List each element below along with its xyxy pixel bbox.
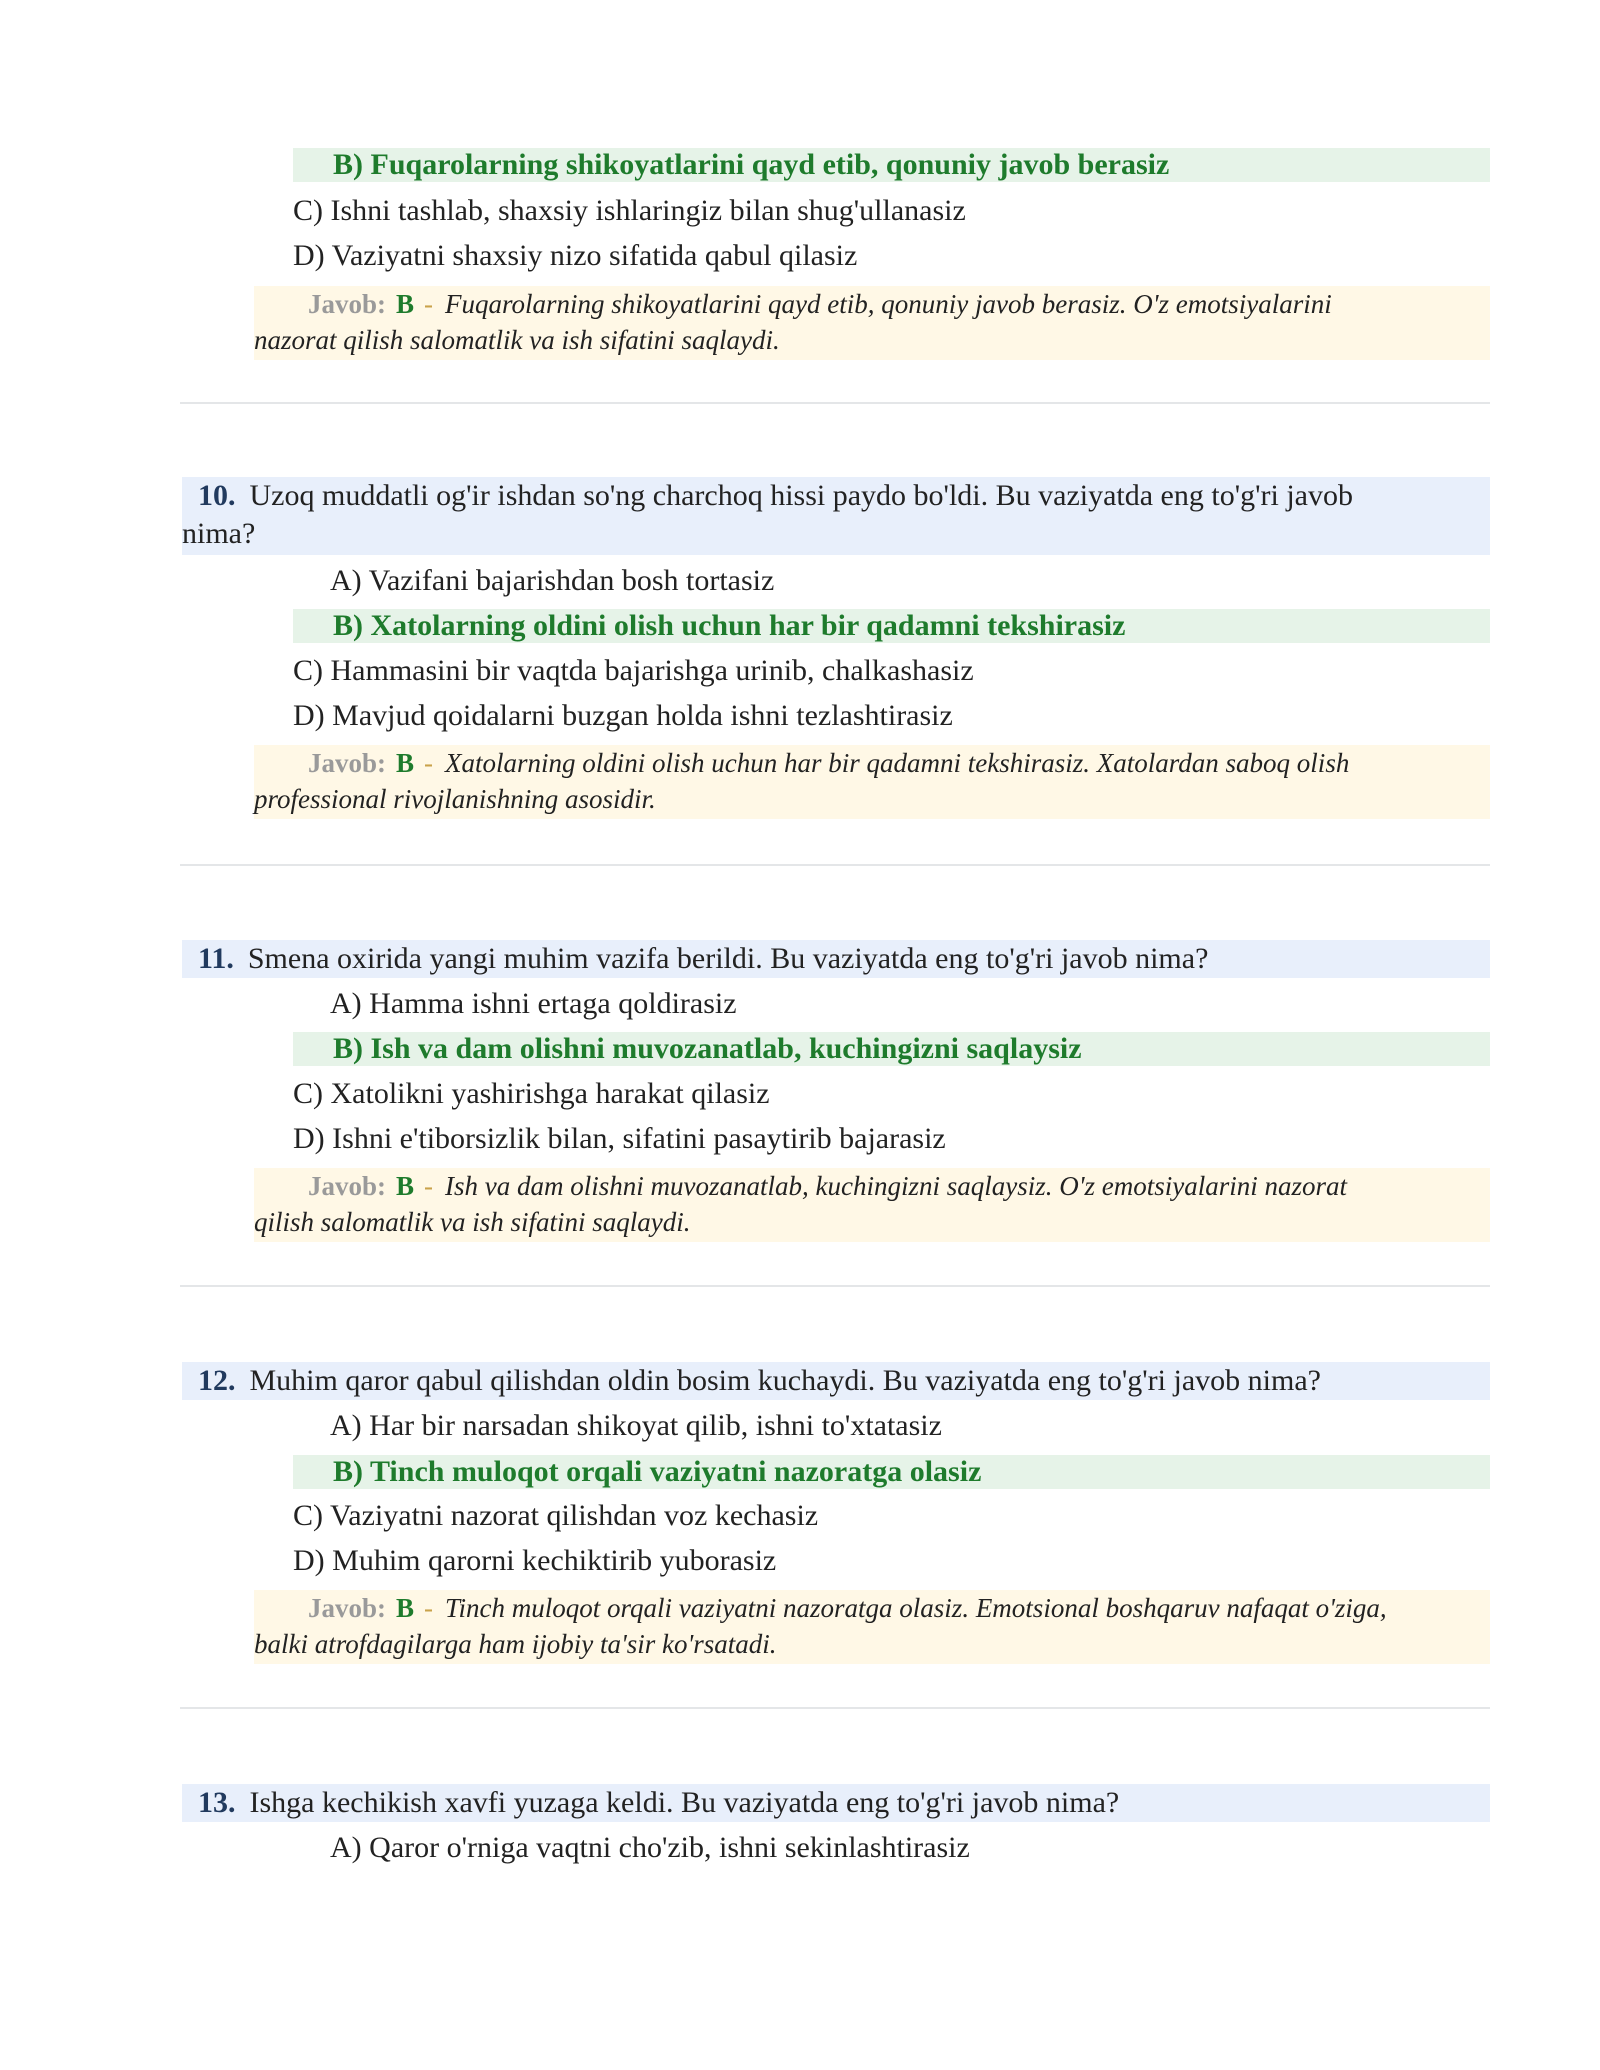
option-a[interactable]: A) Har bir narsadan shikoyat qilib, ishni to'xtatasiz [330,1409,942,1442]
question-text: Ishga kechikish xavfi yuzaga keldi. Bu vaziyatda eng to'g'ri javob nima? [249,1786,1120,1819]
answer-explanation-cont: professional rivojlanishning asosidir. [254,784,656,814]
divider [180,864,1490,866]
option-c[interactable]: C) Vaziyatni nazorat qilishdan voz kechasiz [293,1499,819,1532]
answer-dash: - [424,1593,434,1623]
divider [180,1285,1490,1287]
answer-explanation: Fuqarolarning shikoyatlarini qayd etib, qonuniy javob berasiz. O'z emotsiyalarini [445,289,1332,319]
option-d[interactable]: D) Mavjud qoidalarni buzgan holda ishni tezlashtirasiz [293,699,953,732]
option-c[interactable]: C) Xatolikni yashirishga harakat qilasiz [293,1077,770,1110]
option-d[interactable]: D) Muhim qarorni kechiktirib yuborasiz [293,1544,777,1577]
question-number: 13. [198,1786,236,1819]
question-heading [182,940,1490,978]
answer-letter: B [396,1593,415,1623]
question-number: 12. [198,1364,236,1397]
option-b-correct[interactable]: B) Tinch muloqot orqali vaziyatni nazoratga olasiz [293,1455,1490,1489]
option-a[interactable]: A) Qaror o'rniga vaqtni cho'zib, ishni sekinlashtirasiz [330,1831,970,1864]
divider [180,402,1490,404]
option-c[interactable]: C) Hammasini bir vaqtda bajarishga urinib, chalkashasiz [293,654,974,687]
option-a[interactable]: A) Hamma ishni ertaga qoldirasiz [330,987,737,1020]
divider [180,1707,1490,1709]
question-text: Muhim qaror qabul qilishdan oldin bosim kuchaydi. Bu vaziyatda eng to'g'ri javob nima? [249,1364,1321,1397]
question-number: 11. [198,942,234,975]
question-heading [182,477,1490,555]
answer-letter: B [396,748,415,778]
answer-label: Javob: [308,1593,387,1623]
answer-box [254,745,1490,819]
answer-explanation-cont: qilish salomatlik va ish sifatini saqlaydi. [254,1207,691,1237]
option-b-correct[interactable]: B) Ish va dam olishni muvozanatlab, kuchingizni saqlaysiz [293,1032,1490,1066]
question-text: Uzoq muddatli og'ir ishdan so'ng charchoq hissi paydo bo'ldi. Bu vaziyatda eng to'g'ri javob [249,479,1353,512]
answer-letter: B [396,289,415,319]
question-heading [182,1362,1490,1400]
answer-letter: B [396,1171,415,1201]
answer-explanation: Xatolarning oldini olish uchun har bir qadamni tekshirasiz. Xatolardan saboq olish [445,748,1350,778]
answer-box [254,1590,1490,1664]
answer-box [254,1168,1490,1242]
answer-box [254,286,1490,360]
question-text: Smena oxirida yangi muhim vazifa berildi. Bu vaziyatda eng to'g'ri javob nima? [247,942,1209,975]
option-d[interactable]: D) Ishni e'tiborsizlik bilan, sifatini pasaytirib bajarasiz [293,1122,946,1155]
answer-explanation-cont: nazorat qilish salomatlik va ish sifatini saqlaydi. [254,325,780,355]
answer-dash: - [424,1171,434,1201]
option-c[interactable]: C) Ishni tashlab, shaxsiy ishlaringiz bilan shug'ullanasiz [293,194,966,227]
answer-explanation: Ish va dam olishni muvozanatlab, kuchingizni saqlaysiz. O'z emotsiyalarini nazorat [445,1171,1348,1201]
option-d[interactable]: D) Vaziyatni shaxsiy nizo sifatida qabul qilasiz [293,239,858,272]
answer-dash: - [424,289,434,319]
question-heading [182,1784,1490,1822]
option-b-correct[interactable]: B) Fuqarolarning shikoyatlarini qayd etib, qonuniy javob berasiz [293,148,1490,182]
answer-label: Javob: [308,748,387,778]
option-a[interactable]: A) Vazifani bajarishdan bosh tortasiz [330,564,775,597]
question-number: 10. [198,479,236,512]
question-text-cont: nima? [182,517,256,550]
answer-label: Javob: [308,1171,387,1201]
option-b-correct[interactable]: B) Xatolarning oldini olish uchun har bir qadamni tekshirasiz [293,609,1490,643]
answer-explanation-cont: balki atrofdagilarga ham ijobiy ta'sir ko'rsatadi. [254,1629,777,1659]
answer-explanation: Tinch muloqot orqali vaziyatni nazoratga olasiz. Emotsional boshqaruv nafaqat o'ziga, [445,1593,1387,1623]
answer-dash: - [424,748,434,778]
answer-label: Javob: [308,289,387,319]
